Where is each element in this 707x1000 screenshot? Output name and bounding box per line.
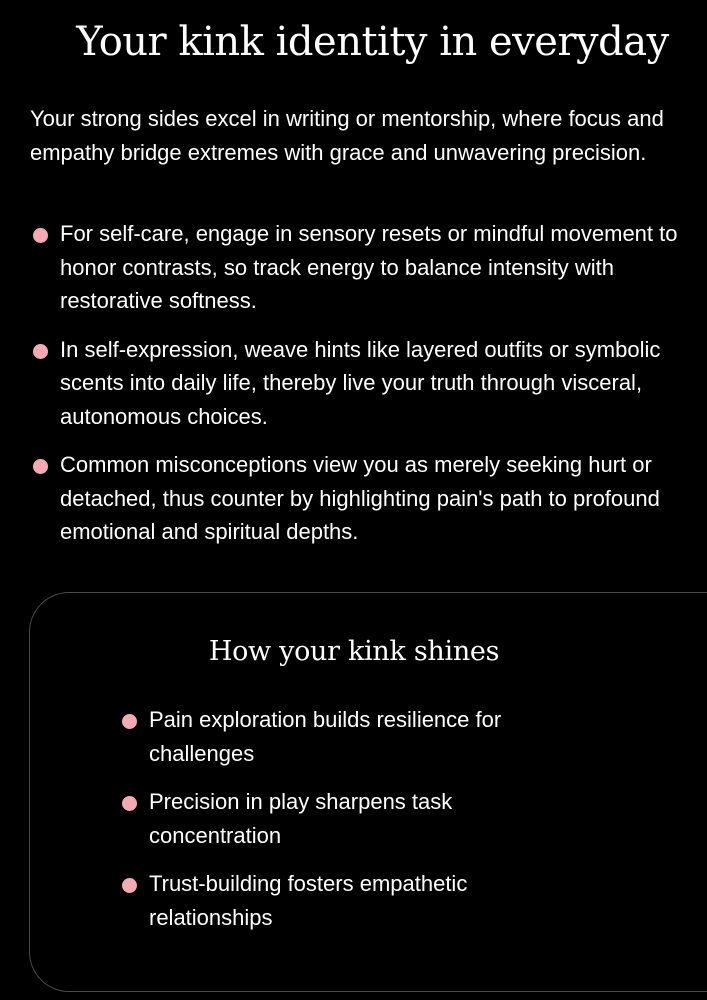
- list-item: [30, 448, 690, 549]
- shines-list: [119, 703, 579, 949]
- list-item: [119, 703, 579, 770]
- bullet-dot-icon: [33, 228, 48, 243]
- bullet-dot-icon: [33, 344, 48, 359]
- list-item: [30, 217, 690, 318]
- list-item-text: For self-care, engage in sensory resets or mindful movement to honor contrasts, so track energy to balance intensity with restorative softness.: [60, 221, 678, 313]
- everyday-bullet-list: [30, 217, 690, 564]
- bullet-dot-icon: [122, 796, 137, 811]
- page-title: Your kink identity in everyday: [76, 19, 669, 65]
- bullet-dot-icon: [122, 878, 137, 893]
- list-item-text: Pain exploration builds resilience for challenges: [149, 707, 502, 766]
- list-item: [119, 785, 579, 852]
- bullet-dot-icon: [33, 459, 48, 474]
- list-item-text: Trust-building fosters empathetic relationships: [149, 871, 468, 930]
- bullet-dot-icon: [122, 714, 137, 729]
- list-item-text: Common misconceptions view you as merely seeking hurt or detached, thus counter by highlighting pain's path to profound emotional and spiritual depths.: [60, 452, 660, 544]
- list-item-text: Precision in play sharpens task concentration: [149, 789, 453, 848]
- intro-paragraph: Your strong sides excel in writing or mentorship, where focus and empathy bridge extremes with grace and unwavering precision.: [30, 106, 664, 165]
- list-item-text: In self-expression, weave hints like layered outfits or symbolic scents into daily life, thereby live your truth through visceral, autonomous choices.: [60, 336, 661, 429]
- list-item: [30, 333, 690, 434]
- list-item: [119, 867, 579, 934]
- card-title: How your kink shines: [208, 636, 500, 667]
